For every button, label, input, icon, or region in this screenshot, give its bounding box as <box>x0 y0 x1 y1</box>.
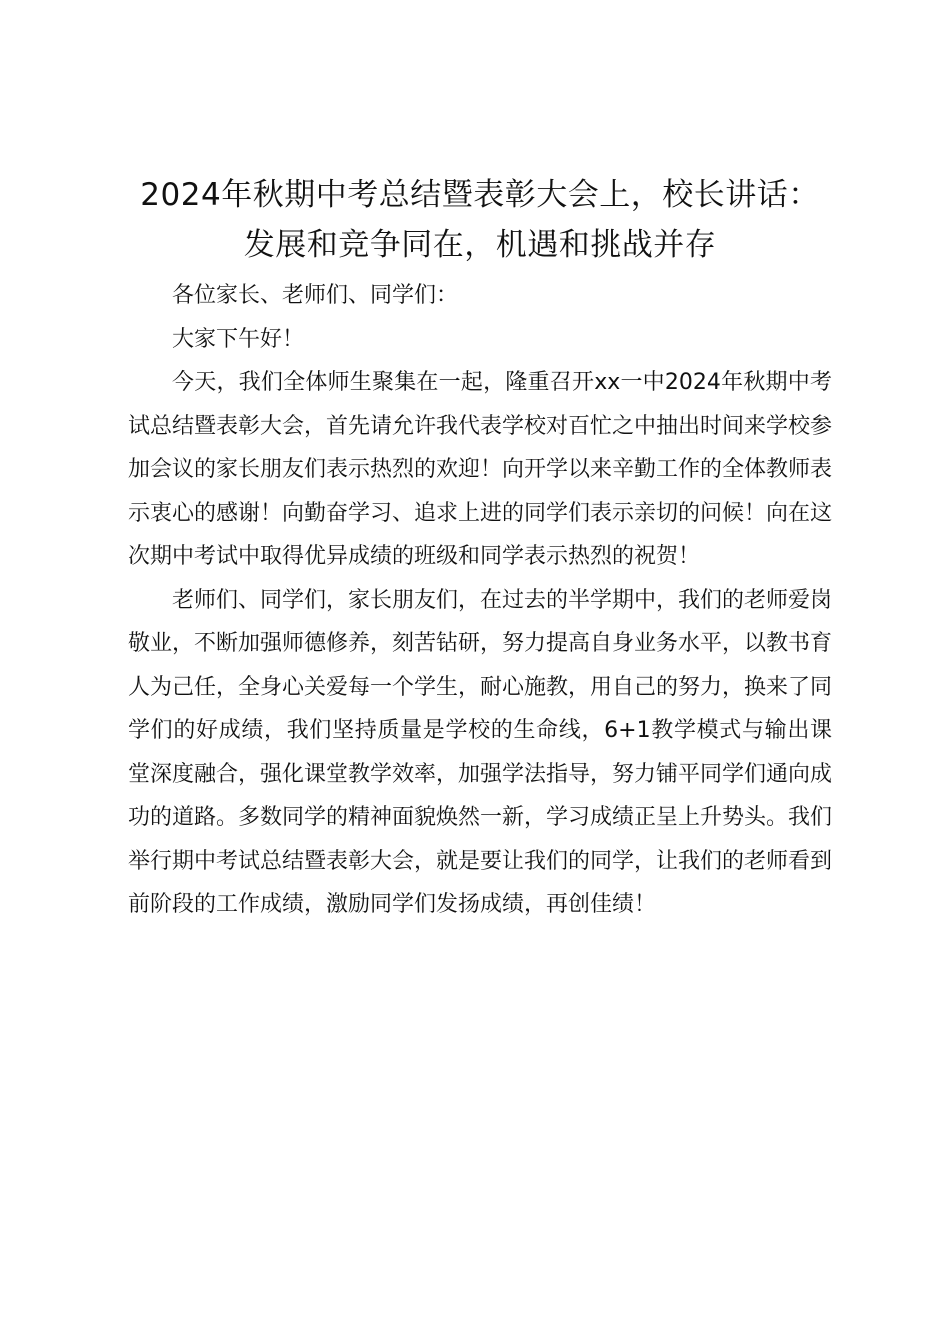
greeting: 大家下午好！ <box>172 326 305 352</box>
paragraph-achievements: 老师们、同学们，家长朋友们，在过去的半学期中，我们的老师爱岗敬业，不断加强师德修养，刻苦钻研，努力提高自身业务水平，以教书育人为己任，全身心关爱每一个学生，耐心施教，用自己的努力，换来了同学们的好成绩，我们坚持质量是学校的生命线，6+1教学模式与输出课堂深度融合，强化课堂教学效率，加强学法指导，努力铺平同学们通向成功的道路。多数同学的精神面貌焕然一新，学习成绩正呈上升势头。我们举行期中考试总结暨表彰大会，就是要让我们的同学，让我们的老师看到前阶段的工作成绩，激励同学们发扬成绩，再创佳绩！ <box>128 587 833 917</box>
paragraph-opening: 今天，我们全体师生聚集在一起，隆重召开xx一中2024年秋期中考试总结暨表彰大会，首先请允许我代表学校对百忙之中抽出时间来学校参加会议的家长朋友们表示热烈的欢迎！向开学以来辛勤工作的全体教师表示衷心的感谢！向勤奋学习、追求上进的同学们表示亲切的问候！向在这次期中考试中取得优异成绩的班级和同学表示热烈的祝贺！ <box>128 370 833 569</box>
document-body <box>128 274 832 927</box>
document-title: 2024年秋期中考总结暨表彰大会上，校长讲话：发展和竞争同在，机遇和挑战并存 <box>140 177 820 263</box>
document-page <box>128 170 832 927</box>
salutation: 各位家长、老师们、同学们： <box>172 283 459 308</box>
